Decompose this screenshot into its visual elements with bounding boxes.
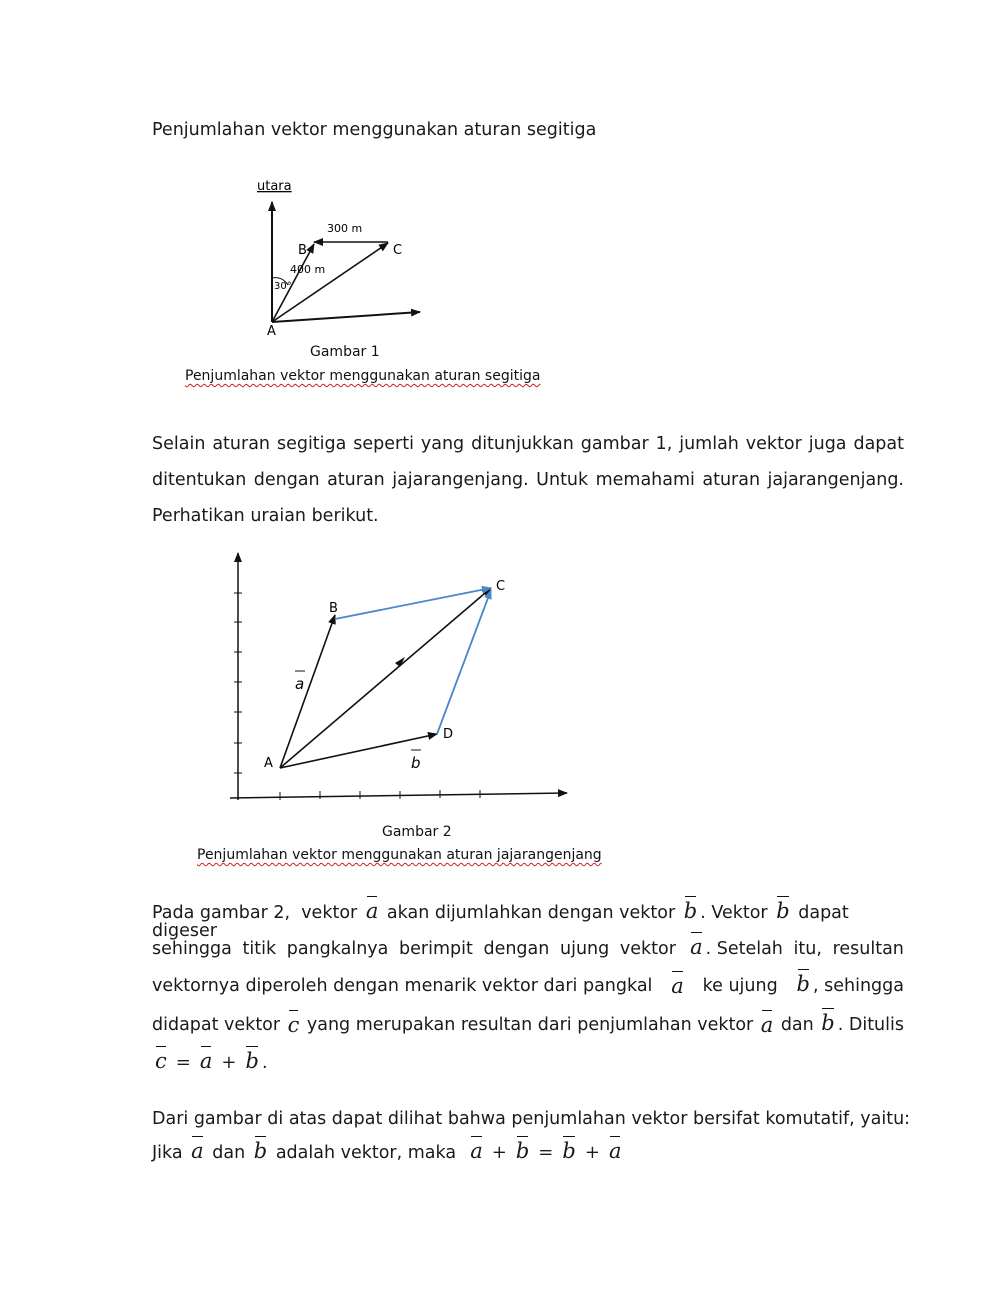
para3-line1: Dari gambar di atas dapat dilihat bahwa penjumlahan vektor bersifat komutatif, yaitu: — [152, 1109, 911, 1129]
para2-line1: Pada gambar 2, vektor a akan dijumlahkan dengan vektor b . Vektor b dapat digeser — [152, 899, 849, 941]
para2-line4: didapat vektor c yang merupakan resultan dari penjumlahan vektor a dan b . Ditulis — [152, 1011, 904, 1037]
point-c-label: C — [496, 579, 506, 594]
para2-line3: vektornya diperoleh dengan menarik vektor dari pangkal a ke ujung b , sehingga — [152, 972, 904, 998]
para1-line1: Selain aturan segitiga seperti yang ditunjukkan gambar 1, jumlah vektor juga dapat — [152, 434, 904, 454]
vector-bc-shifted — [335, 588, 491, 619]
vec-b: b — [818, 1014, 837, 1032]
vector-b-label: b — [411, 754, 421, 772]
vec-b: b — [681, 902, 700, 920]
vec-b: b — [794, 975, 813, 993]
vec-b: b — [773, 902, 792, 920]
vec-a: a — [668, 977, 687, 995]
para3-line2: Jika a dan b adalah vektor, maka a + b = b + a — [152, 1142, 624, 1168]
figure-2-caption: Penjumlahan vektor menggunakan aturan jajarangenjang — [197, 847, 602, 863]
para1-line3: Perhatikan uraian berikut. — [152, 506, 379, 526]
point-b-label: B — [329, 601, 338, 616]
distance-bc-label: 300 m — [327, 222, 363, 235]
north-label: utara — [257, 179, 292, 194]
vec-a: a — [687, 938, 706, 956]
x-axis — [230, 793, 567, 798]
vec-a: a — [363, 902, 382, 920]
point-c-label: C — [393, 243, 403, 258]
vec-c: c — [285, 1016, 303, 1034]
point-a-label: A — [267, 324, 276, 339]
distance-ab-label: 400 m — [290, 263, 326, 276]
vec-a: a — [758, 1016, 777, 1034]
para1-line2: ditentukan dengan aturan jajarangenjang. Untuk memahami aturan jajarangenjang. — [152, 470, 904, 490]
angle-label: 30° — [274, 281, 292, 292]
para2-line2: sehingga titik pangkalnya berimpit dengan ujung vektor a . Setelah itu, resultan — [152, 935, 904, 959]
east-axis — [272, 312, 420, 322]
para2-equation: c = a + b . — [152, 1052, 268, 1078]
section-heading: Penjumlahan vektor menggunakan aturan segitiga — [152, 120, 597, 140]
figure-1-caption: Penjumlahan vektor menggunakan aturan segitiga — [185, 368, 541, 384]
point-b-label: B — [298, 243, 307, 258]
figure-1-diagram — [250, 170, 590, 395]
figure-2-title: Gambar 2 — [382, 824, 452, 840]
figure-2-diagram — [225, 545, 625, 820]
point-d-label: D — [443, 727, 454, 742]
vector-a-label: a — [295, 675, 305, 693]
point-a-label: A — [264, 756, 273, 771]
figure-1-title: Gambar 1 — [310, 344, 380, 360]
